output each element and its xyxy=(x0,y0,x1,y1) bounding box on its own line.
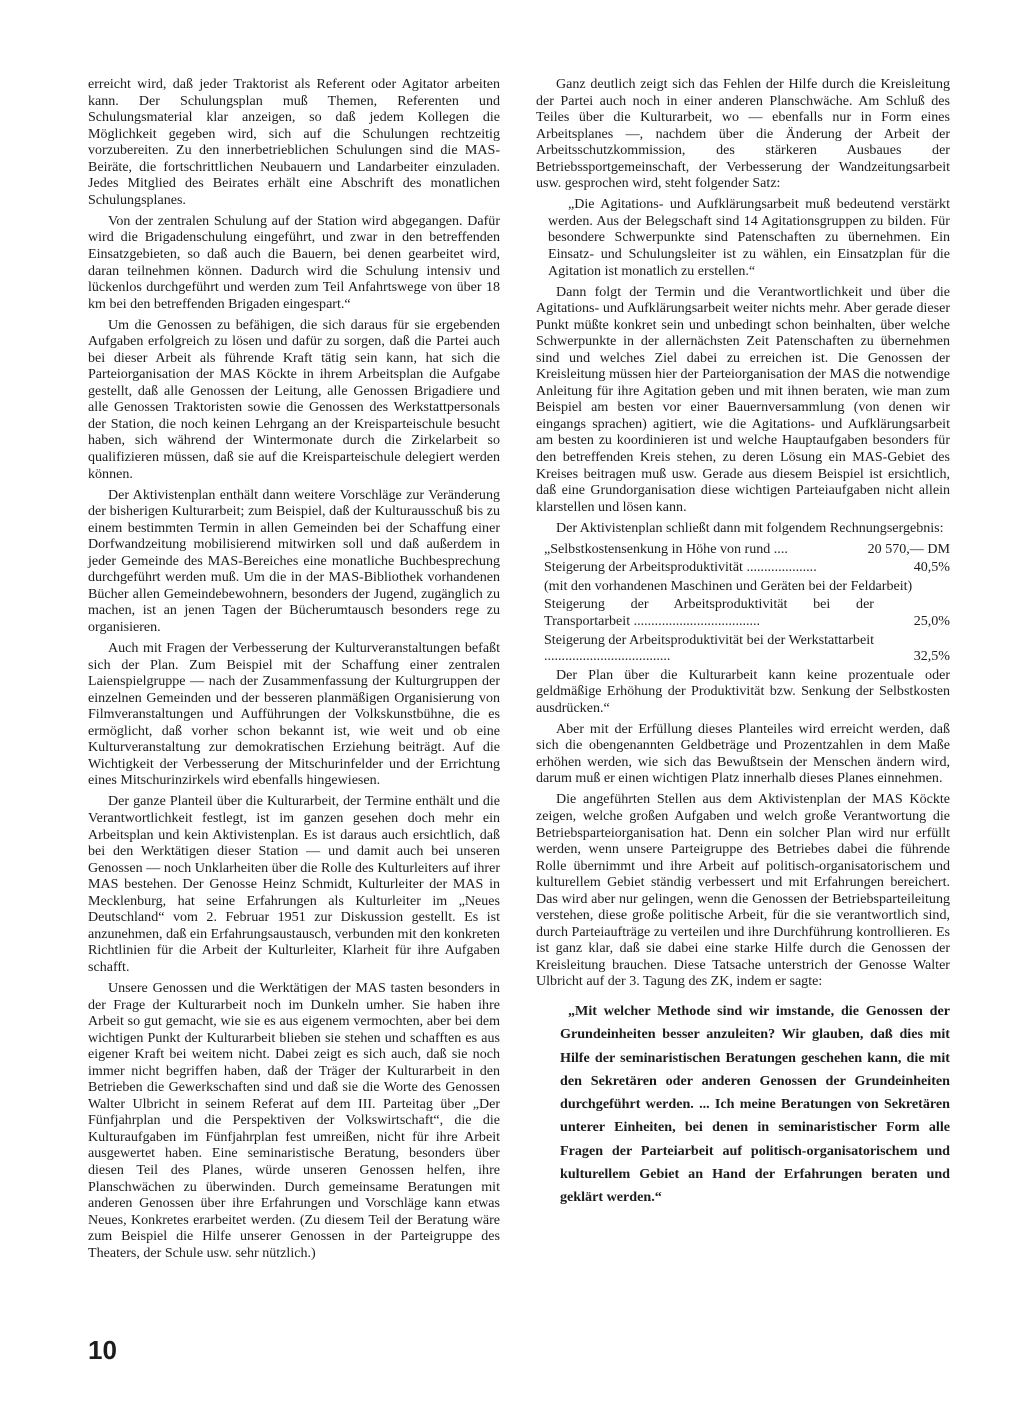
paragraph: Ganz deutlich zeigt sich das Fehlen der Hilfe durch die Kreisleitung der Partei auch noch in einer anderen Planschwäche. Am Schluß des Teiles über die Kulturarbeit, wo — ebenfalls nur in Form eines Arbeitsplanes —, nachdem über die Änderung der Arbeit der Arbeitsschutzkommission, des stärkeren Ausbaues der Betriebssportgemeinschaft, der Verbesserung der Wandzeitungsarbeit usw. gesprochen wird, steht folgender Satz: xyxy=(536,76,950,192)
left-column xyxy=(88,76,500,1266)
paragraph: Der Aktivistenplan enthält dann weitere Vorschläge zur Veränderung der bisherigen Kulturarbeit; zum Beispiel, daß der Kulturausschuß bis zu einem bestimmten Termin in allen Gemeinden bei der Schaffung einer Dorfwandzeitung mobilisierend mitwirken soll und daß außerdem in jeder Gemeinde des MAS-Bereiches eine monatliche Buchbesprechung durchgeführt werden muß. Um die in der MAS-Bibliothek vorhandenen Bücher allen Gemeindebewohnern, besonders der Jugend, zugänglich zu machen, ist an jenen Tagen der Bücherumtausch besonders rege zu organisieren. xyxy=(88,486,500,635)
result-label: „Selbstkostensenkung in Höhe von rund .... xyxy=(544,540,788,557)
paragraph: Der ganze Planteil über die Kulturarbeit, der Termine enthält und die Verantwortlichkeit festlegt, ist im ganzen gesehen doch mehr ein Arbeitsplan und kein Aktivistenplan. Es ist daraus auch ersichtlich, daß bei den Werktätigen dieser Station — und damit auch bei unseren Genossen — noch Unklarheiten über die Rolle des Kulturleiters auf ihrer MAS bestehen. Der Genosse Heinz Schmidt, Kulturleiter der MAS in Mecklenburg, hat seine Erfahrungen als Kulturleiter im „Neues Deutschland“ vom 2. Februar 1951 zur Diskussion gestellt. Es ist anzunehmen, daß ein Erfahrungsaustausch, verbunden mit den konkreten Richtlinien für die Arbeit der Kulturleiter, Klarheit für ihre Aufgaben schafft. xyxy=(88,793,500,975)
result-row xyxy=(544,596,950,629)
paragraph: erreicht wird, daß jeder Traktorist als Referent oder Agitator arbeiten kann. Der Schulungsplan muß Themen, Referenten und Schulungsmaterial klar anzeigen, so daß jedem Kollegen die Möglichkeit gegeben wird, sich auf die Schulungen rechtzeitig vorzubereiten. Zu den innerbetrieblichen Schulungen sind die MAS-Beiräte, die fortschrittlichen Neubauern und Landarbeiter einzuladen. Jedes Mitglied des Beirates erhält eine Abschrift des monatlichen Schulungsplanes. xyxy=(88,76,500,208)
result-value: 32,5% xyxy=(913,648,950,664)
paragraph: Von der zentralen Schulung auf der Station wird abgegangen. Dafür wird die Brigadenschulung eingeführt, und zwar in den betreffenden Einsatzgebieten, so daß auch die Bauern, bei denen gearbeitet wird, daran teilnehmen können. Dadurch wird die Schulung intensiv und lückenlos durchgeführt und werden zum Teil Anfahrtswege von über 18 km bei den betreffenden Brigaden eingespart.“ xyxy=(88,212,500,312)
page-number: 10 xyxy=(88,1335,117,1365)
paragraph: Dann folgt der Termin und die Verantwortlichkeit und über die Agitations- und Aufklärungsarbeit weiter nichts mehr. Aber gerade dieser Punkt müßte konkret sein und unbedingt schon beinhalten, über welche Schwerpunkte in der allernächsten Zeit Patenschaften zu übernehmen sind und welches Ziel dabei zu erreichen ist. Die Genossen der Kreisleitung müssen hier der Parteiorganisation der MAS die notwendige Anleitung für ihre Agitation geben und mit ihnen beraten, wie man zum Beispiel am besten vor einer Bauernversammlung (von denen wir eingangs sprachen) agitiert, wie die Agitations- und Aufklärungsarbeit am besten zu koordinieren ist und welche Hauptaufgaben besonders für den betreffenden Kreis stehen, zu deren Lösung ein MAS-Gebiet des Kreises beitragen muß usw. Gerade aus diesem Beispiel ist ersichtlich, daß eine Grundorganisation diese wichtigen Parteiaufgaben nicht allein klarstellen und lösen kann. xyxy=(536,283,950,515)
right-column xyxy=(536,76,950,1210)
plan-quote: „Die Agitations- und Aufklärungsarbeit muß bedeutend verstärkt werden. Aus der Belegschaft sind 14 Agitationsgruppen zu bilden. Für besondere Schwerpunkte sind Patenschaften zu übernehmen. Ein Einsatz- und Schulungsleiter ist zu wählen, ein Einsatzplan für die Agitation ist monatlich zu erstellen.“ xyxy=(548,196,950,279)
paragraph: Um die Genossen zu befähigen, die sich daraus für sie ergebenden Aufgaben erfolgreich zu lösen und dafür zu sorgen, daß die Partei auch bei dieser Arbeit als führende Kraft tätig sein kann, hat sich die Parteiorganisation der MAS Köckte in ihrem Arbeitsplan die Aufgabe gestellt, daß alle Genossen der Leitung, alle Genossen Brigadiere und alle Genossen Traktoristen sowie die Genossen des Werkstattpersonals der Station, die noch keinen Lehrgang an der Kreisparteischule besucht haben, sich während der Wintermonate durch die Zirkelarbeit so qualifizieren müssen, daß sie auf die Kreisparteischule delegiert werden können. xyxy=(88,316,500,482)
result-value: 25,0% xyxy=(913,612,950,629)
result-closing: Der Plan über die Kulturarbeit kann keine prozentuale oder geldmäßige Erhöhung der Produktivität bzw. Senkung der Selbstkosten ausdrücken.“ xyxy=(536,666,950,716)
result-label: Steigerung der Arbeitsproduktivität bei der Werkstattarbeit .................................... xyxy=(544,631,874,665)
paragraph: Aber mit der Erfüllung dieses Planteiles wird erreicht werden, daß sich die obengenannten Geldbeträge und Prozentzahlen in dem Maße erhöhen werden, wie sich das Bewußtsein der Menschen ändern wird, darum muß er einen wichtigen Platz innerhalb dieses Planes einnehmen. xyxy=(536,720,950,787)
result-note-row xyxy=(544,578,950,595)
result-value: 20 570,— DM xyxy=(867,540,950,557)
paragraph: Auch mit Fragen der Verbesserung der Kulturveranstaltungen befaßt sich der Plan. Zum Beispiel mit der Schaffung einer zentralen Laienspielgruppe — nach der Zusammenfassung der Kulturgruppen der einzelnen Gemeinden und der besseren planmäßigen Organisierung von Filmveranstaltungen und Aufführungen der Volkskunstbühne, die es ermöglicht, daß vorher schon bekannt ist, wie weit und ob eine Kulturveranstaltung zur demokratischen Erziehung beiträgt. Auf die Wichtigkeit der Verbesserung der Mitschurinfelder und der Errichtung eines Mitschurinzirkels wird ebenfalls hingewiesen. xyxy=(88,640,500,789)
result-label: Steigerung der Arbeitsproduktivität bei der Transportarbeit .................................... xyxy=(544,596,874,629)
paragraph: Der Aktivistenplan schließt dann mit folgendem Rechnungsergebnis: xyxy=(556,519,944,536)
ulbricht-quote: „Mit welcher Methode sind wir imstande, die Genossen der Grundeinheiten besser anzuleiten? Wir glauben, daß dies mit Hilfe der seminaristischen Beratungen geschehen kann, die mit den Sekretären oder anderen Genossen der Grundeinheiten durchgeführt werden. ... Ich meine Beratungen von Sekretären unterer Einheiten, bei denen in seminaristischer Form alle Fragen der Parteiarbeit auf politisch-organisatorischem und kulturellem Gebiet an Hand der Erfahrungen beraten und geklärt werden.“ xyxy=(560,1002,950,1206)
result-label: Steigerung der Arbeitsproduktivität .................... xyxy=(544,559,817,576)
paragraph: Die angeführten Stellen aus dem Aktivistenplan der MAS Köckte zeigen, welche großen Aufgaben und welch große Verantwortung die Betriebsparteiorganisation hat. Denn ein solcher Plan wird nur erfüllt werden, wenn unsere Parteigruppe des Betriebes dabei die führende Rolle übernimmt und ihre Arbeit auf politisch-organisatorischem und kulturellem Gebiet ständig verbessert und mit Erfahrungen bereichert. Das wird aber nur gelingen, wenn die Genossen der Betriebsparteileitung verstehen, diese große politische Arbeit, für die sie verantwortlich sind, durch Parteiaufträge zu verteilen und ihre Durchführung kontrollieren. Es ist ganz klar, daß sie dabei eine starke Hilfe durch die Genossen der Kreisleitung brauchen. Diese Tatsache unterstrich der Genosse Walter Ulbricht auf der 3. Tagung des ZK, indem er sagte: xyxy=(536,791,950,990)
paragraph: Unsere Genossen und die Werktätigen der MAS tasten besonders in der Frage der Kulturarbeit noch im Dunkeln umher. Sie haben ihre Arbeit so gut gemacht, wie sie es aus eigenem vermochten, aber bei dem wichtigen Punkt der Kulturarbeit blieben sie stehen und schafften es aus eigener Kraft bei weitem nicht. Dabei zeigt es sich auch, daß sie noch immer nicht begriffen haben, daß der Träger der Kulturarbeit in den Betrieben die Gewerkschaften sind und daß sie die Worte des Genossen Walter Ulbricht in seinem Referat auf dem III. Parteitag über „Der Fünfjahrplan und die Perspektiven der Volkswirtschaft“, die die Kulturaufgaben im Fünfjahrplan fest umreißen, nicht für ihre Arbeit ausgewertet haben. Eine seminaristische Beratung, besonders über diesen Teil des Planes, würde unseren Genossen helfen, ihre Planschwächen zu überwinden. Durch gemeinsame Beratungen mit anderen Genossen über ihre Erfahrungen und Vorschläge kann etwas Neues, Konkretes erarbeitet werden. (Zu diesem Teil der Beratung wäre zum Beispiel die Hilfe unserer Genossen in der Parteigruppe des Theaters, der Schule usw. sehr nützlich.) xyxy=(88,979,500,1261)
result-value: 40,5% xyxy=(913,559,950,576)
result-row xyxy=(544,559,950,576)
result-note: (mit den vorhandenen Maschinen und Geräten bei der Feldarbeit) xyxy=(544,577,913,594)
result-row xyxy=(544,632,950,665)
result-row xyxy=(544,541,950,558)
